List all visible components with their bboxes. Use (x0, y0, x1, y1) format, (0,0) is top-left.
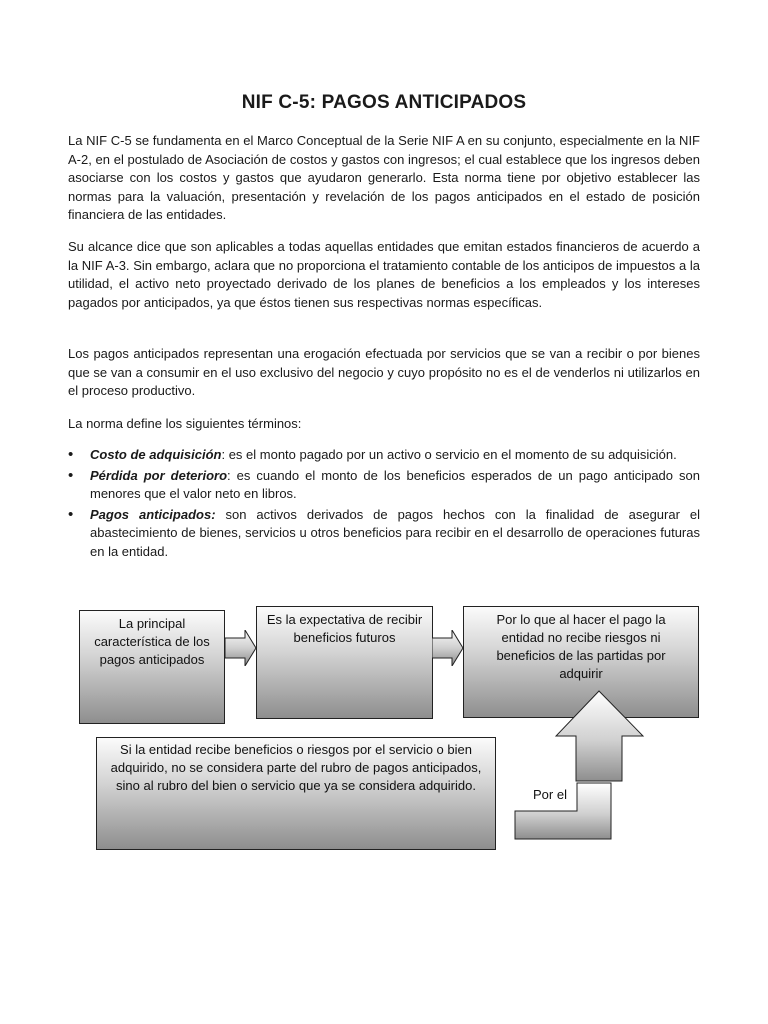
term-name: Costo de adquisición (90, 447, 222, 462)
list-item (68, 446, 700, 465)
paragraph-terms-intro: La norma define los siguientes términos: (68, 416, 302, 431)
term-description: : es cuando el monto de los beneficios esperados de un pago anticipado son menores que el valor neto en libros. (90, 467, 700, 502)
right-arrow-icon (432, 630, 464, 666)
diagram-box-text: Es la expectativa de recibir beneficios futuros (266, 612, 423, 645)
diagram-box-text: Por lo que al hacer el pago la entidad no recibe riesgos ni beneficios de las partidas por adquirir (496, 612, 666, 681)
diagram-box-exception (96, 737, 496, 850)
diagram-box-expectation (256, 606, 433, 719)
term-name: Pagos anticipados: (90, 506, 216, 522)
paragraph-intro: La NIF C-5 se fundamenta en el Marco Conceptual de la Serie NIF A en su conjunto, especialmente en la NIF A-2, en el postulado de Asociación de costos y gastos con ingresos; el cual establece que los ingresos deben asociarse con los costos y gastos que ayudaron generarlo. Esta norma tiene por objetivo establecer las normas para la valuación, presentación y revelación de los pagos anticipados en el estado de posición financiera de las entidades. (68, 133, 700, 223)
paragraph-definition: Los pagos anticipados representan una erogación efectuada por servicios que se van a recibir o por bienes que se van a consumir en el uso exclusivo del negocio y cuyo propósito no es el de venderlos ni utilizarlos en el proceso productivo. (68, 346, 700, 399)
list-item (68, 467, 700, 504)
bullet-icon: • (68, 446, 74, 463)
bullet-icon: • (68, 505, 74, 523)
diagram-box-text: Si la entidad recibe beneficios o riesgos por el servicio o bien adquirido, no se considera parte del rubro de pagos anticipados, sino al rubro del bien o servicio que ya se considera adquirido. (110, 742, 482, 793)
diagram-box-text: La principal característica de los pagos anticipados (94, 616, 210, 667)
diagram-box-characteristic (79, 610, 225, 724)
term-name: Pérdida por deterioro (90, 467, 228, 483)
term-description: son activos derivados de pagos hechos con la finalidad de asegurar el abastecimiento de bienes, servicios u otros beneficios para recibir en el desarrollo de operaciones futuras en la entidad. (90, 506, 700, 559)
paragraph-scope: Su alcance dice que son aplicables a todas aquellas entidades que emitan estados financieros de acuerdo a la NIF A-3. Sin embargo, aclara que no proporciona el tratamiento contable de los anticipos de impuestos a la utilidad, el activo neto proyectado derivado de los planes de beneficios a los empleados y los intereses pagados por anticipados, ya que éstos tienen sus respectivas normas específicas. (68, 239, 700, 310)
up-arrow-icon (555, 690, 645, 782)
bullet-icon: • (68, 466, 74, 484)
list-item (68, 506, 700, 562)
por-el-label: Por el (533, 787, 567, 802)
right-arrow-icon (225, 630, 257, 666)
terms-list (68, 446, 700, 564)
document-title: NIF C-5: PAGOS ANTICIPADOS (241, 92, 527, 113)
term-description: : es el monto pagado por un activo o servicio en el momento de su adquisición. (221, 447, 677, 462)
